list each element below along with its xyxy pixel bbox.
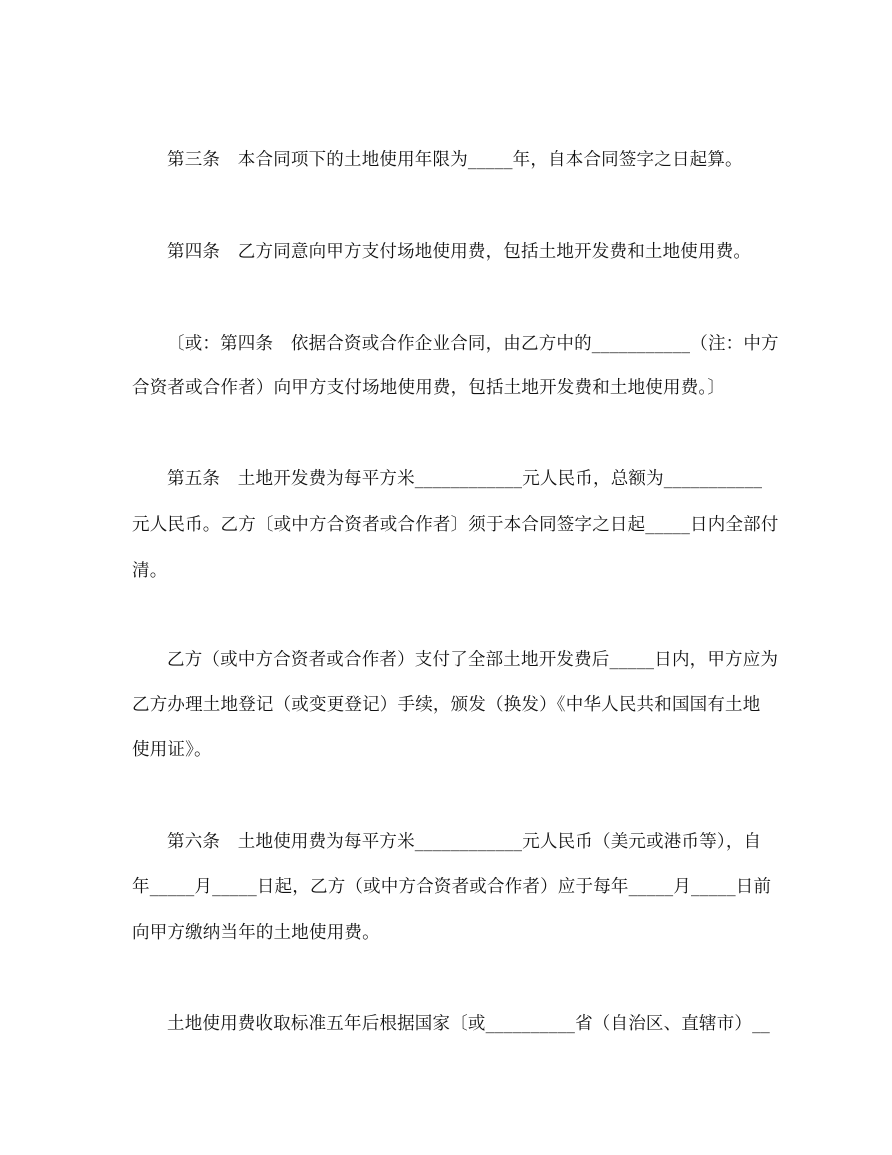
text-line: 〔或：第四条 依据合资或合作企业合同，由乙方中的___________（注：中方: [167, 334, 779, 354]
text-line: 清。: [132, 561, 168, 581]
text-line: 第六条 土地使用费为每平方米____________元人民币（美元或港币等），自: [167, 832, 762, 852]
text-line: 向甲方缴纳当年的土地使用费。: [132, 923, 380, 943]
text-line: 第三条 本合同项下的土地使用年限为_____年，自本合同签字之日起算。: [167, 150, 743, 170]
text-line: 元人民币。乙方〔或中方合资者或合作者〕须于本合同签字之日起_____日内全部付: [132, 515, 779, 535]
text-line: 乙方（或中方合资者或合作者）支付了全部土地开发费后_____日内，甲方应为: [167, 650, 779, 670]
text-line: 使用证》。: [132, 740, 212, 760]
text-line: 合资者或合作者）向甲方支付场地使用费，包括土地开发费和土地使用费。〕: [132, 378, 726, 398]
text-line: 土地使用费收取标准五年后根据国家〔或__________省（自治区、直辖市）__: [167, 1014, 770, 1034]
text-line: 第五条 土地开发费为每平方米____________元人民币，总额为___________: [167, 469, 763, 489]
text-line: 年_____月_____日起，乙方（或中方合资者或合作者）应于每年_____月_____日前: [132, 877, 772, 897]
text-line: 乙方办理土地登记（或变更登记）手续，颁发（换发）《中华人民共和国国有土地: [132, 695, 761, 715]
text-line: 第四条 乙方同意向甲方支付场地使用费，包括土地开发费和土地使用费。: [167, 242, 752, 262]
